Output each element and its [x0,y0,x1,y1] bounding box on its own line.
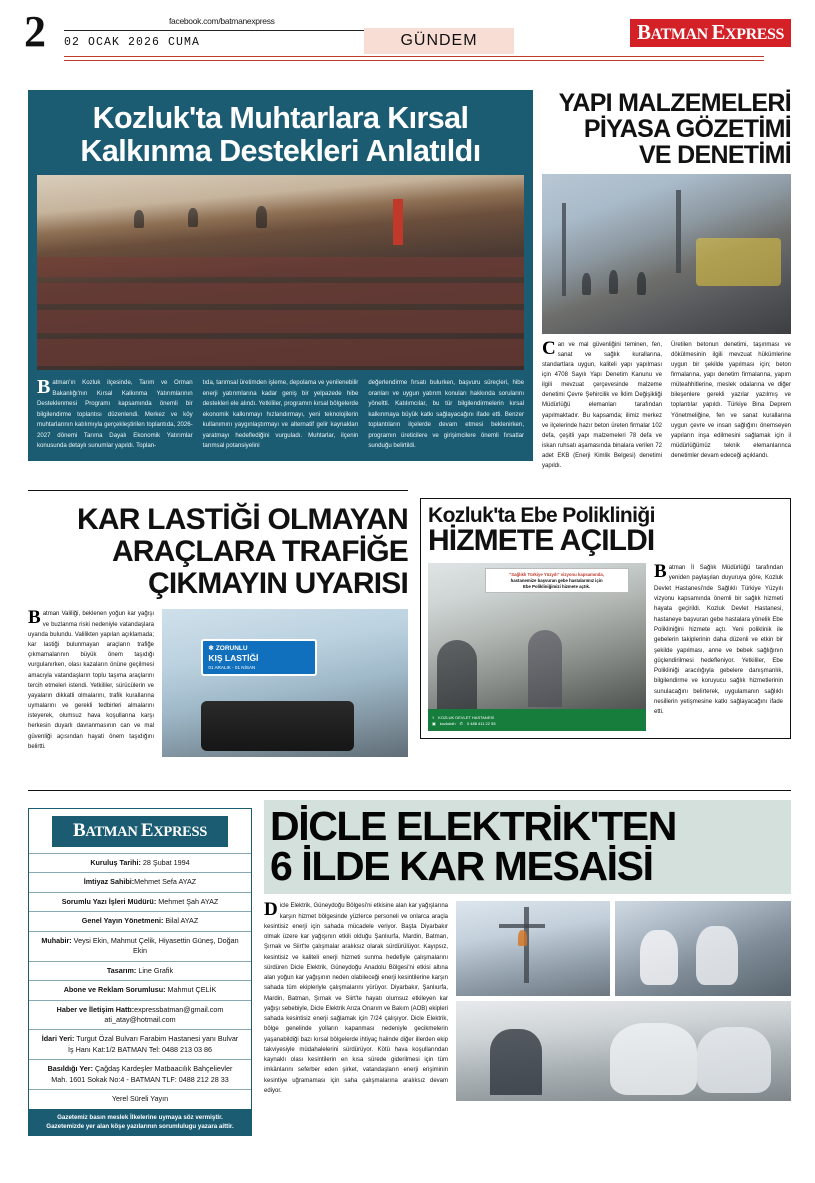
headline-line-1: KAR LASTİĞİ OLMAYAN [77,503,408,536]
article-ebe-poliklinigi [420,498,791,739]
headline-line-1: YAPI MALZEMELERİ [558,89,791,117]
article-column-1-text: an ve mal güvenliğini teminen, fen, sanat ve sağlık kurallarına, standartlara uygun, kaliteli yapı yapılması için 4708 Sayılı Yapı Denetim Kanunu ve ilgili mevzuat çerçevesinde malzeme denetimi Çevre Şehircilik ve İklim Değişikliği Müdürlüğü elemanları tarafından yapılmaktadır. Bu kapsamda; ilimiz merkez ve ilçelerinde hazır beton üreten firmalar 102 defa, çeşitli yapı malzemeleri 78 defa ve iskan ruhsatı aşamasında binalara verilen 72 adet EKB (Enerji Kimlik Belgesi) denetimi yapıldı. [542,342,662,469]
banner-line-2: hastanemize başvuran gebe hastalarımız için [510,577,603,583]
dropcap: B [28,607,41,629]
tyre-stack [201,701,354,751]
dropcap: C [542,338,556,359]
masthead-rule-red [64,56,764,57]
masthead-rule-top [64,30,379,31]
article-headline [542,90,791,174]
imprint-row [29,1029,251,1059]
article-photo-winter-tyres [162,609,408,757]
imprint-row [29,1089,251,1108]
article-headline-line-2: HİZMETE AÇILDI [428,524,655,557]
imprint-row [29,980,251,999]
article-photo-polyclinic [428,563,646,731]
strip-row-1: ⚕ KOZLUK DEVLET HASTANESİ [432,714,495,720]
article-body-columns [37,370,524,451]
hospital-logo-icon: ⚕ [432,714,435,720]
imprint-row [29,961,251,980]
instagram-icon: ▣ [432,720,436,726]
imprint-row-label: Tasarım: [106,965,137,975]
headline-line-3: ÇIKMAYIN UYARISI [147,566,408,600]
imprint-row-value: Veysi Ekin, Mahmut Çelik, Hiyasettin Güneş, Doğan Ekin [71,935,239,956]
section-label: GÜNDEM [364,28,514,54]
brand-xpress: XPRESS [725,26,784,43]
snowflake-icon: ❄ [208,644,214,652]
section-divider-lower [28,790,791,791]
brand-logo[interactable] [630,19,791,47]
article-photo-group [456,901,791,1101]
headline-line-2: PİYASA GÖZETİMİ [583,115,791,143]
article-column-1-text: icle Elektrik, Güneydoğu Bölgesi'ni etkisine alan kar yağışlarına karşın hizmet bölgesinde yüzlerce personeli ve onlarca araçla kesintisiz enerji için sahada mücadele veriyor. Başta Diyarbakır olmak üzere kar yağışının etkili olduğu Şanlıurfa, Mardin, Batman, Şırnak ve Siirt'te çalışmalar aralıksız olarak sürdürülüyor. Kayıpsız, kesintisiz ve kaliteli enerji hizmeti sunma hedefiyle çalışmalarını sürdüren Dicle Elektrik, Güneydoğu Anadolu Bölgesi'ni etkisi altına alan yoğun kar yağışının neden olabileceği enerji kesintilerine karşın sahada tüm ekipleriyle çalışmalarını yürüyor. Diyarbakır, Şanlıurfa, Mardin, Batman, Şırnak ve Siirt'te hayatı olumsuz etkileyen kar yağışı sebebiyle, Dicle Elektrik Arıza Onarım ve Bakım (AOB) ekipleri sahada kesintisiz enerji sağlamak için 7/24 çalışıyor. Dicle Elektrik, bölge genelinde yolların kapanması nedeniyle gecikmelerin yaşanabildiği bazı kırsal bölgelerde ihtiyaç halinde diğer illerden ekip takviyesiyle müdahalelerini sürdürüyor. Kötü hava koşullarından kaynaklı olası kesintilerin en kısa sürede giderilmesi için tüm imkânlarını seferber eden şirket, vatandaşların enerji erişiminin kesintiye uğramaması için saha çalışmalarına aralıksız devam ediyor. [264,903,448,1094]
article-headline-line-2: 6 İLDE KAR MESAİSİ [270,843,653,890]
brand-e: E [711,20,726,44]
imprint-row-value: Turgut Özal Bulvarı Farabim Hastanesi yanı Bulvar İş Hanı Kat:1/2 BATMAN Tel: 0488 213 03 86 [68,1034,239,1054]
imprint-row-label: Muhabir: [41,935,72,945]
article-yapi-malzemeleri [542,90,791,471]
imprint-row [29,911,251,930]
imprint-row-label: Haber ve İletişim Hattı: [56,1004,135,1014]
publication-date: 02 OCAK 2026 CUMA [64,36,201,49]
article-photo-meeting-hall [37,175,524,370]
masthead-rule-red-thin [64,60,764,61]
banner-line-1: "Sağlıklı Türkiye Yüzyılı" vizyonu kapsamında, [509,572,604,578]
imprint-row-label: İdari Yeri: [41,1034,75,1044]
sign-line-3: 01 ARALIK - 01 NİSAN [208,664,256,670]
headline-line-3: VE DENETİMİ [638,141,791,169]
imprint-row-value: Çağdaş Kardeşler Matbaacılık Bahçelievler Mah. 1601 Sokak No:4 - BATMAN TLF: 0488 212 28 33 [51,1064,233,1084]
dropcap: D [264,899,278,921]
imprint-row [29,931,251,961]
article-body-columns [542,340,791,471]
article-column-1-text: atman İl Sağlık Müdürlüğü tarafından yeniden paylaşılan duyuruya göre, Kozluk Devlet Hastanesi'nde Sağlıklı Türkiye Yüzyılı vizyonu kapsamında önemli bir sağlık hizmeti hayata geçirildi. Kozluk Devlet Hastanesi, hastaneye başvuran gebe hastalara yönelik Ebe Polikliniğini hizmete açtı. Yeni poliklinik ile gebelerin takiplerinin daha düzenli ve etkin bir şekilde yapılması, anne ve bebek sağlığının güçlendirilmesi hedefleniyor. Yetkililer, Ebe Polikliniği aracılığıyla gebelere danışmanlık, bilgilendirme ve koruyucu sağlık hizmetlerinin sunulacağını belirterek, uygulamanın sağlıklı nesillerin yetişmesine katkı sağlayacağını ifade etti. [654,565,783,716]
article-column-2: Üretilen betonun denetimi, taşınması ve dökülmesinin ilgili mevzuat hükümlerine uygun bir şekilde yapılması için; beton firmalarına, yapı denetim firmalarına, yapım müteahhitlerine, meslek odalarına ve diğer bileşenlere gerekli yazılar yazılmış ve toplantılar yapıldı. Türkiye Bina Deprem Yönetmeliğine, fen ve sanat kurallarına uygun çevre ve insan sağlığını önemseyen yapıların inşa edilmesini sağlamak için il müdürlüğümüz teknik elemanlarınca denetimler devam edeceği açıklandı. [671,342,791,459]
hospital-contact-strip [428,709,646,731]
article-column-1 [542,340,662,471]
phone-icon: ✆ [459,720,463,726]
imprint-row-value: Mehmet Sefa AYAZ [134,877,197,887]
imprint-box [28,808,252,1136]
article-column-1 [264,901,448,1101]
imprint-row [29,1059,251,1089]
imprint-row-label: Sorumlu Yazı İşleri Müdürü: [61,896,157,906]
imprint-row-value: Mahmut ÇELİK [165,985,217,995]
masthead [24,7,791,76]
article-column-2: tıda, tarımsal üretimden işleme, depolama ve yenilenebilir enerji yatırımlarına kadar geniş bir yelpazede hibe destekleri ele alındı. Yetkililer, programın kırsal bölgelerde ekonomik kalkınmayı hızlandırmayı, yeni teknolojilerin kullanımını yaygınlaştırmayı ve alternatif gelir kaynakları yaratmayı hedeflediğini vurguladı. Muhtarlar, ilçenin tarımsal potansiyelini [202,379,359,450]
brand-atman: ATMAN [650,26,712,43]
imprint-rows [29,853,251,1109]
imprint-row [29,1000,251,1030]
imprint-brand-text: BATMAN EXPRESS [72,820,208,841]
imprint-row-label: İmtiyaz Sahibi: [83,877,135,887]
article-body [428,563,783,731]
imprint-row-label: Kuruluş Tarihi: [90,858,141,867]
brand-b: B [636,20,651,44]
imprint-row-value: Line Grafik [136,965,174,975]
imprint-row [29,872,251,891]
article-column-1-text: atman'ın Kozluk ilçesinde, Tarım ve Orman Bakanlığı'nın Kırsal Kalkınma Yatırımlarının Desteklenmesi Programı kapsamında önemli bir bilgilendirme toplantısı düzenlendi. Merkez ve köy muhtarlarının katılımıyla gerçekleştirilen toplantıda, 2026-2027 dönemi Tarıma Dayalı Ekonomik Yatırımlar konusunda detaylı sunumlar yapıldı. Toplan- [37,379,193,450]
brand-logo-text [637,22,784,43]
imprint-footer-line-2: Gazetemizde yer alan köşe yazılarının sorumlulugu yazara aittir. [46,1122,234,1130]
imprint-row-value: Yerel Süreli Yayın [111,1094,169,1104]
sign-line-2: KIŞ LASTİĞİ [208,653,259,664]
article-photo-technician [456,1001,791,1101]
article-dicle-elektrik [264,800,791,1101]
dropcap: B [654,561,667,582]
article-kozluk-muhtarlar [28,90,533,461]
newspaper-page [0,7,815,1183]
section-divider [28,490,408,491]
dropcap: B [37,376,51,399]
article-column-3: değerlendirme fırsatı bulurken, başvuru süreçleri, hibe oranları ve uygun yatırım konuları hakkında sorularını yöneltti. Katılımcılar, bu tür bilgilendirmelerin kırsal kalkınmaya büyük katkı sağlayacağını ifade etti. Benzer toplantıların ilçelerde devam etmesi beklenirken, programın üreticilere ve girişimcilere önemli fırsatlar sunduğu belirtildi. [368,379,525,450]
imprint-footer-line-1: Gazetemiz basın meslek İlkelerine uymaya söz vermiştir. [57,1113,223,1121]
article-column-1 [28,609,154,757]
article-photo-power-line [456,901,610,996]
imprint-row-value: Bilal AYAZ [163,916,199,926]
article-headline-wrap [264,800,791,894]
article-column-1-text: atman Valiliği, beklenen yoğun kar yağışı ve buzlanma riski nedeniyle vatandaşlara uyarıda bulundu. Valilikten yapılan açıklamada; kar lastiği bulunmayan araçların trafiğe çıkmamalarının büyük önem taşıdığı vurgulanırken, olası kazaların önüne geçilmesi amacıyla vatandaşların toplu taşıma araçlarını tercih etmeleri istendi. Yetkililer, sürücülerin ve yayaların dikkatli olmalarını, trafik kurallarına uymalarını ve gerekli tedbirleri almalarını isteyerek, olumsuz hava koşullarına karşı herkesin duyarlı davranmasının can ve mal güvenliği açısından hayati önem taşıdığını belirtti. [28,611,154,750]
article-body [28,609,408,757]
article-kar-lastigi [28,504,408,757]
strip-row-2: ▣ kozlukdh ✆ 0 488 411 22 55 [432,720,496,726]
article-headline-line-1: Kozluk'ta Ebe Polikliniği [428,504,655,527]
winter-tyre-sign [201,639,317,676]
article-column-1 [654,563,783,731]
article-column-1 [37,378,193,451]
imprint-row [29,892,251,911]
article-headline-line-1: DİCLE ELEKTRİK'TEN [270,803,676,849]
hospital-announcement-banner [485,568,629,593]
imprint-row-value: 28 Şubat 1994 [140,858,190,867]
facebook-url[interactable]: facebook.com/batmanexpress [169,16,275,26]
imprint-row-label: Basıldığı Yer: [47,1064,93,1074]
article-headline: Kozluk'ta Muhtarlara Kırsal Kalkınma Destekleri Anlatıldı [80,101,481,168]
headline-line-2: ARAÇLARA TRAFİĞE [111,534,408,568]
imprint-row [29,853,251,872]
banner-line-3: Ebe Polikliniğimizi hizmete açtık. [523,583,591,589]
page-number: 2 [24,7,46,56]
article-body [264,894,791,1101]
article-headline [28,504,408,609]
imprint-footer [29,1109,251,1136]
imprint-row-value: Mehmet Şah AYAZ [156,896,219,906]
imprint-brand-logo [52,816,228,847]
imprint-row-label: Abone ve Reklam Sorumlusu: [63,985,166,995]
flag-icon [393,199,403,245]
article-photo-construction-site [542,174,791,334]
article-photo-crew-snow [615,901,791,996]
imprint-row-value: expressbatman@gmail.com ati_atay@hotmail.com [104,1004,224,1024]
sign-line-1: ❄ ZORUNLU [208,644,248,652]
imprint-row-label: Genel Yayın Yönetmeni: [81,916,164,926]
article-photo-row-top [456,901,791,996]
